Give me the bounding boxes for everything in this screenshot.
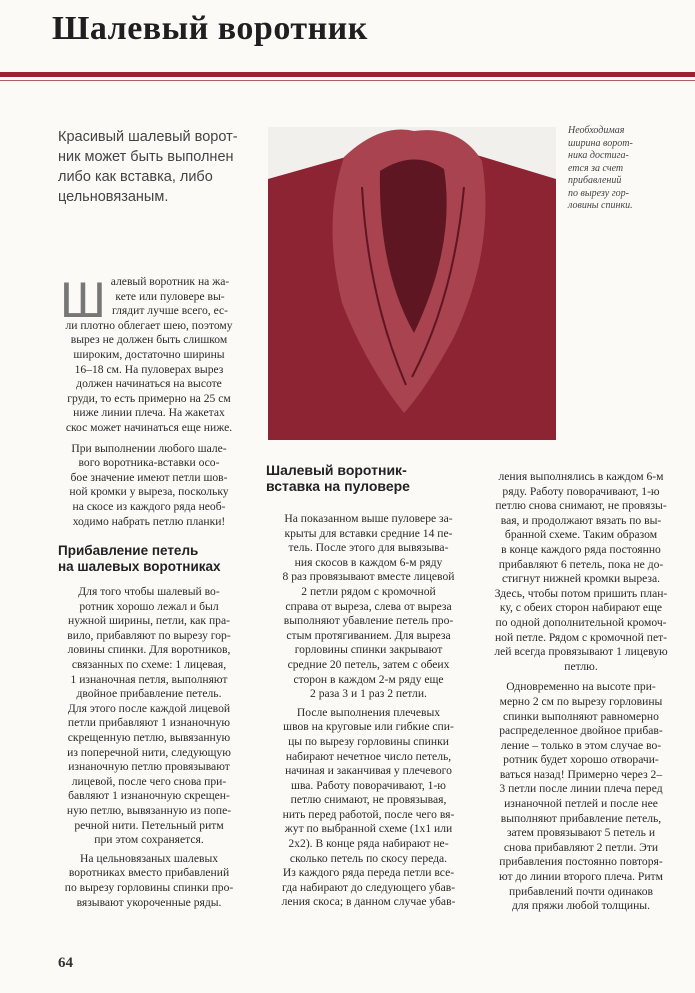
line: речной нити. Петельный ритм [74, 818, 224, 832]
line: скос может начинаться еще ниже. [65, 420, 233, 434]
page-title: Шалевый воротник [52, 10, 368, 47]
line: Здесь, чтобы потом пришить план- [494, 586, 668, 600]
page-number: 64 [58, 955, 73, 971]
line: ряду. Работу поворачивают, 1-ю [502, 484, 660, 498]
line: цы по вырезу горловины спинки [288, 734, 449, 748]
line: ли плотно облегает шею, поэтому [65, 318, 233, 332]
line: тель. После этого для вывязыва- [288, 541, 449, 555]
line: петлю снимают, не провязывая, [290, 793, 447, 807]
line: ной петле. Рядом с кромочной пет- [494, 630, 668, 644]
line: затем провязывают 5 петель и [506, 826, 656, 840]
line: петли прибавляют 1 изнаночную [67, 716, 231, 730]
line: нить перед работой, после чего вя- [282, 807, 455, 821]
line: 1 изнаночная петля, выполняют [70, 672, 228, 686]
line: бое значение имеют петли шов- [70, 470, 228, 484]
line: ходимо набрать петлю планки! [72, 514, 226, 528]
line: мерно 2 см по вырезу горловины [499, 694, 663, 708]
line: глядит лучше всего, ес- [111, 304, 229, 318]
line: бранной схеме. Таким образом [504, 528, 658, 542]
line: 16–18 см. На пуловерах вырез [74, 362, 224, 376]
column-1 [58, 272, 240, 910]
line: На показанном выше пуловере за- [284, 512, 453, 525]
line: При выполнении любого шале- [71, 441, 227, 455]
line: ют до линии второго плеча. Ритм [499, 870, 663, 884]
column-3 [482, 470, 680, 914]
line: выполняют прибавление петель, [500, 811, 662, 825]
line: бавляют 1 изнаночную скрещен- [68, 789, 230, 803]
line: выполняют убавление петель про- [283, 614, 454, 628]
line: скрещенную петлю, вывязанную [67, 731, 231, 745]
line: ную петлю, вывязанную из попе- [66, 804, 232, 817]
line: Одновременно на высоте при- [506, 680, 656, 694]
line: 3 петли после линии плеча перед [499, 782, 663, 796]
photo-caption: Необходимая ширина ворот- ника достига- ется за счет прибавлений по вырезу гор- ловины спинки. [568, 125, 633, 211]
section-heading [266, 462, 471, 494]
line: вязывают укороченные ряды. [76, 895, 222, 909]
line: ку, с обеих сторон набирают еще [499, 601, 663, 615]
line: справа от выреза, слева от выреза [285, 599, 452, 613]
drop-cap: Ш [60, 272, 106, 328]
line: на скосе из каждого ряда необ- [72, 499, 226, 513]
intro-text: Красивый шалевый ворот- ник может быть выполнен либо как вставка, либо цельновязаным. [58, 129, 238, 205]
line: в конце каждого ряда постоянно [501, 542, 661, 556]
line: вая, и продолжают вязать по вы- [500, 513, 662, 527]
line: вырез не должен быть слишком [70, 333, 228, 347]
line: 2 раза 3 и 1 раз 2 петли. [310, 687, 427, 701]
line: 2 петли рядом с кромочной [301, 584, 436, 598]
line: из поперечной нити, следующую [67, 745, 231, 759]
line: воротниках вместо прибавлений [68, 866, 230, 880]
column-1-opening [58, 275, 240, 319]
line: сторон в каждом 2-м ряду еще [293, 672, 444, 686]
line: ления выполнялись в каждом 6-м [498, 470, 664, 483]
line: по вырезу горловины спинки про- [64, 880, 234, 894]
line: алевый воротник на жа- [110, 275, 230, 288]
heading-line: Прибавление петель [58, 543, 199, 559]
heading-line: на шалевых воротниках [58, 559, 221, 575]
line: На цельновязаных шалевых [79, 851, 219, 865]
line: по одной дополнительной кромоч- [495, 615, 667, 629]
line: гда набирают до следующего убав- [281, 880, 456, 894]
line: снова прибавляют 2 петли. Эти [503, 840, 659, 854]
title-rule-thin [0, 80, 695, 81]
line: петлю снова снимают, не провязы- [495, 499, 667, 513]
line: прибавляют 6 петель, пока не до- [498, 557, 664, 571]
line: 8 раз провязывают вместе лицевой [282, 570, 455, 584]
line: жут по выбранной схеме (1х1 или [284, 822, 453, 836]
line: ниже линии плеча. На жакетах [73, 406, 225, 420]
line: лей всегда провязывают 1 лицевую [494, 645, 668, 659]
line: шва. Работу поворачивают, 1-ю [291, 778, 446, 792]
column-2 [266, 462, 471, 910]
line: сколько петель по скосу переда. [289, 851, 448, 865]
heading-line: Шалевый воротник- [266, 462, 407, 478]
title-rule [0, 72, 695, 77]
line: прибавления постоянно повторя- [499, 855, 663, 869]
line: для пряжи любой толщины. [512, 899, 650, 913]
heading-line: вставка на пуловере [266, 478, 410, 494]
line: После выполнения плечевых [296, 705, 441, 719]
line: груди, то есть примерно на 25 см [67, 391, 231, 405]
line: лицевой, после чего снова при- [71, 774, 227, 788]
line: ления скоса; в данном случае убав- [281, 895, 456, 909]
line: связанных по схеме: 1 лицевая, [71, 658, 227, 672]
line: ния скосов в каждом 6-м ряду [294, 555, 443, 569]
line: вого воротника-вставки осо- [78, 456, 220, 470]
line: 2х2). В конце ряда набирают не- [288, 837, 449, 851]
line: Для того чтобы шалевый во- [78, 585, 220, 599]
line: прибавлений почти одинаков [509, 884, 653, 898]
line: двойное прибавление петель. [76, 687, 222, 701]
line: петлю. [564, 659, 598, 673]
line: горловины спинки закрывают [294, 643, 443, 657]
line: набирают нечетное число петель, [285, 749, 452, 763]
line: кете или пуловере вы- [115, 289, 225, 303]
line: Из каждого ряда переда петли все- [282, 866, 455, 880]
line: вило, прибавляют по вырезу гор- [67, 628, 231, 642]
line: широким, достаточно ширины [73, 347, 225, 361]
line: ротник будет хорошо отворачи- [503, 753, 659, 767]
section-heading [58, 543, 240, 575]
line: средние 20 петель, затем с обеих [287, 657, 450, 671]
line: распределенное двойное прибав- [499, 724, 663, 738]
line: изнаночную петлю провязывают [68, 760, 230, 774]
line: нужной ширины, петли, как пра- [68, 614, 230, 628]
line: изнаночной петлей и после нее [504, 797, 658, 811]
line: ловины спинки. Для воротников, [67, 643, 231, 657]
line: ной кромки у выреза, поскольку [69, 485, 229, 499]
line: швов на круговые или гибкие спи- [283, 720, 454, 734]
line: ваться назад! Примерно через 2– [499, 767, 663, 781]
line: спинки выполняют равномерно [503, 709, 659, 723]
line: ление – только в этом случае во- [500, 738, 662, 752]
line: стигнут нижней кромки выреза. [501, 572, 661, 586]
line: ротник хорошо лежал и был [79, 599, 219, 613]
line: при этом сохраняется. [94, 833, 204, 847]
sweater-photo [268, 127, 556, 440]
line: стым протягиванием. Для выреза [286, 628, 451, 642]
line: Для этого после каждой лицевой [67, 701, 231, 715]
line: должен начинаться на высоте [76, 377, 222, 391]
line: начиная и заканчивая у плечевого [285, 764, 452, 778]
line: крыты для вставки средние 14 пе- [284, 526, 453, 540]
